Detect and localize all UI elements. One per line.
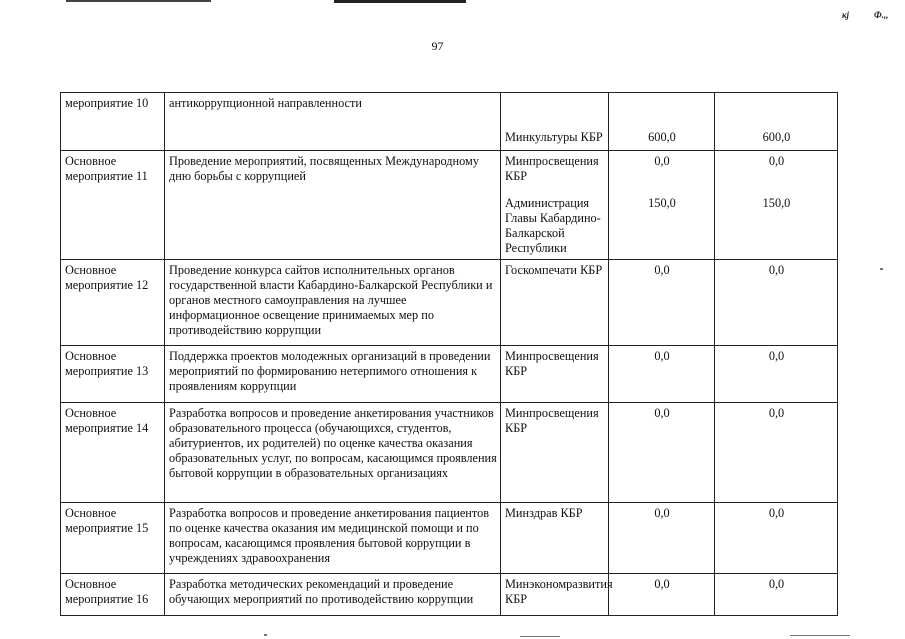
value-cell-1	[609, 93, 715, 151]
executor-name: Минздрав КБР	[501, 503, 609, 574]
value: 0,0	[654, 154, 670, 168]
scan-speck	[264, 634, 267, 636]
measure-code: Основное мероприятие 14	[61, 403, 165, 503]
measure-name: Разработка вопросов и проведение анкетирования пациентов по оценке качества оказания им медицинской помощи и по вопросам, касающимся проявления бытовой коррупции в учреждениях здравоохранения	[165, 503, 501, 574]
executor-name: Администрация Главы Кабардино-Балкарской Республики	[505, 196, 601, 255]
value-cell-1: 0,0	[609, 346, 715, 403]
scan-edge-line	[66, 0, 211, 2]
measure-name: Разработка методических рекомендаций и проведение обучающих мероприятий по противодействию коррупции	[165, 574, 501, 616]
measures-table	[60, 92, 838, 616]
table-row	[61, 503, 838, 574]
table-row	[61, 346, 838, 403]
scan-edge-bar	[334, 0, 466, 3]
value-cell-2: 0,0	[715, 260, 838, 346]
scan-speck	[790, 635, 850, 636]
executor-cell	[501, 151, 609, 260]
value: 600,0	[762, 130, 791, 144]
measure-name: Поддержка проектов молодежных организаций в проведении мероприятий по формированию нетерпимого отношения к проявлениям коррупции	[165, 346, 501, 403]
value-cell-1	[609, 151, 715, 260]
value-cell-2: 0,0	[715, 574, 838, 616]
measure-name: антикоррупционной направленности	[165, 93, 501, 151]
executor-name: Минэкономразвития КБР	[501, 574, 609, 616]
table-row	[61, 93, 838, 151]
measure-code: Основное мероприятие 12	[61, 260, 165, 346]
measure-code: Основное мероприятие 15	[61, 503, 165, 574]
measure-name: Проведение мероприятий, посвященных Международному дню борьбы с коррупцией	[165, 151, 501, 260]
value: 600,0	[648, 130, 676, 144]
table-row	[61, 574, 838, 616]
value-cell-1: 0,0	[609, 503, 715, 574]
corner-mark: кj	[842, 10, 850, 20]
table-row	[61, 151, 838, 260]
value-cell-2: 0,0	[715, 346, 838, 403]
measure-code: Основное мероприятие 16	[61, 574, 165, 616]
executor-name: Минпросвещения КБР	[501, 403, 609, 503]
value-cell-2: 0,0	[715, 503, 838, 574]
scan-speck	[520, 636, 560, 637]
value-cell-1: 0,0	[609, 260, 715, 346]
page-number: 97	[431, 39, 444, 53]
table-row	[61, 403, 838, 503]
measure-name: Проведение конкурса сайтов исполнительных органов государственной власти Кабардино-Балкарской Республики и органов местного самоуправления на лучшее информационное освещение принимаемых мер по противодействию коррупции	[165, 260, 501, 346]
executor-cell	[501, 93, 609, 151]
executor-name: Минпросвещения КБР	[505, 154, 599, 183]
measure-code: мероприятие 10	[61, 93, 165, 151]
corner-mark: Ф.,,	[874, 10, 889, 20]
executor-name: Минкультуры КБР	[505, 130, 603, 144]
measure-code: Основное мероприятие 13	[61, 346, 165, 403]
measure-code: Основное мероприятие 11	[61, 151, 165, 260]
value-cell-2: 0,0	[715, 403, 838, 503]
value: 150,0	[762, 196, 791, 210]
executor-name: Минпросвещения КБР	[501, 346, 609, 403]
table-row	[61, 260, 838, 346]
value-cell-2	[715, 93, 838, 151]
measure-name: Разработка вопросов и проведение анкетирования участников образовательного процесса (обучающихся, студентов, абитуриентов, их родителей) по оценке качества оказания образовательных услуг, по вопросам, касающимся проявления бытовой коррупции в образовательных организациях	[165, 403, 501, 503]
value: 0,0	[768, 154, 785, 168]
executor-name: Госкомпечати КБР	[501, 260, 609, 346]
scan-speck	[880, 268, 883, 270]
value-cell-1: 0,0	[609, 403, 715, 503]
value-cell-1: 0,0	[609, 574, 715, 616]
value: 150,0	[648, 196, 676, 210]
value-cell-2	[715, 151, 838, 260]
